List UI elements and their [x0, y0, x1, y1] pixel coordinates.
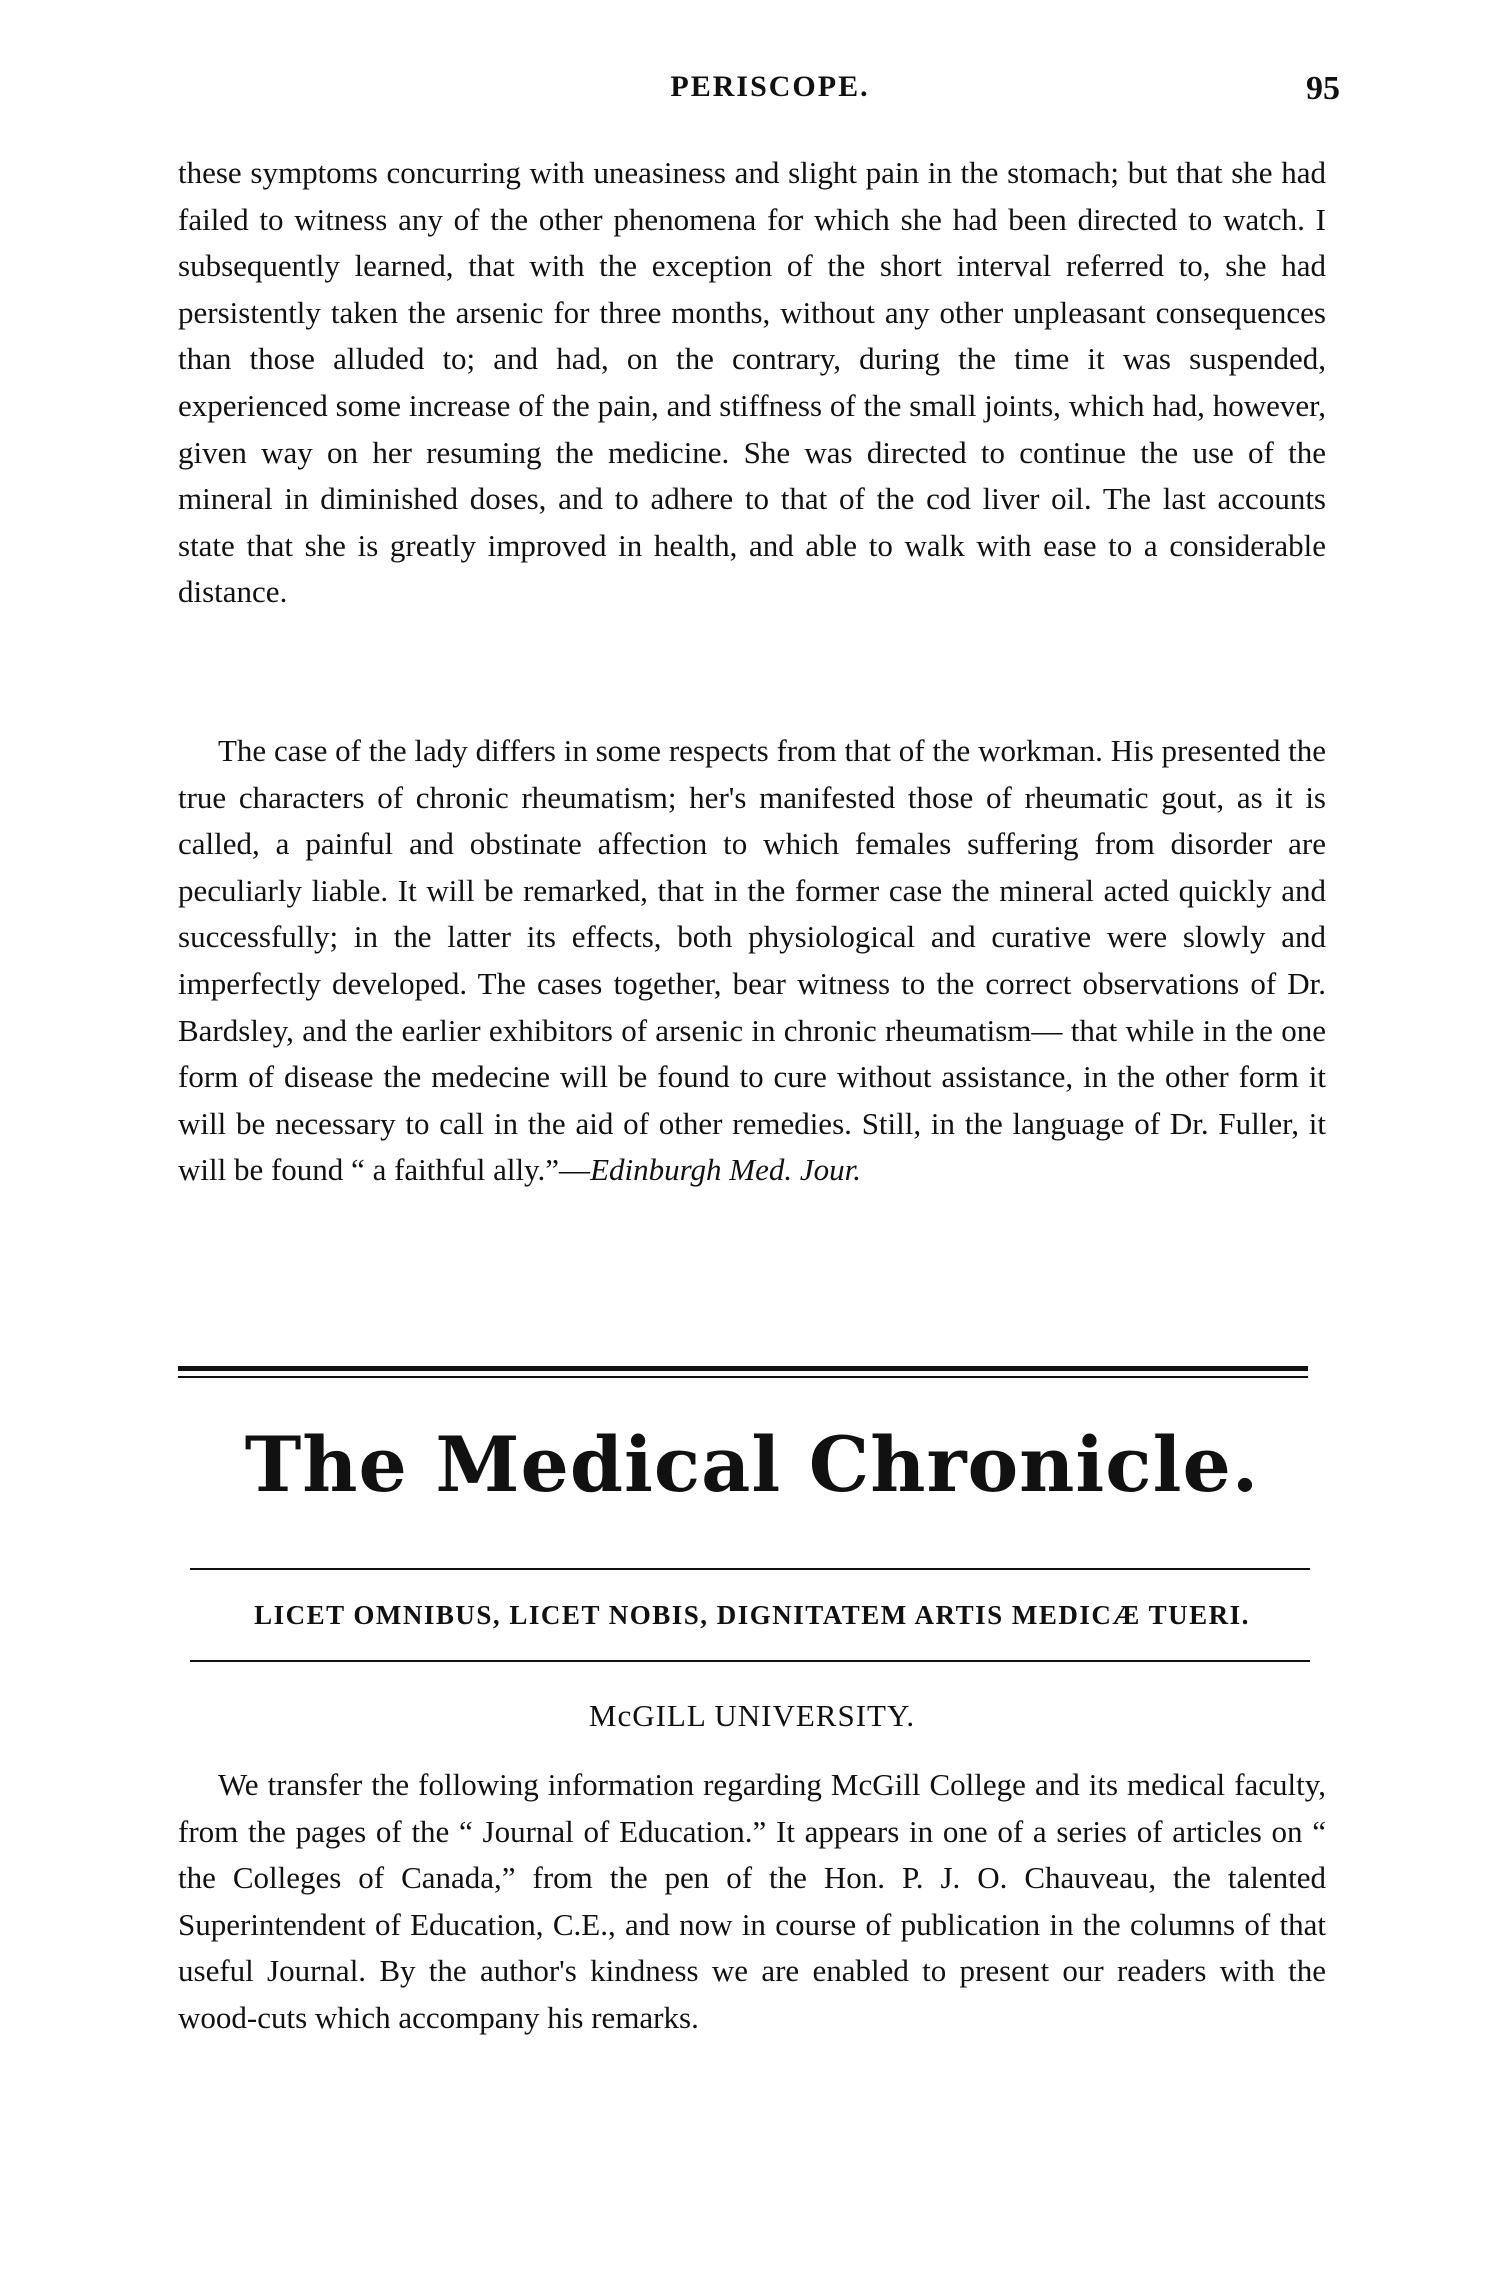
section-divider-thin	[178, 1376, 1308, 1378]
section-body	[178, 1762, 1326, 2042]
article-continuation	[178, 150, 1326, 616]
article-paragraph	[178, 728, 1326, 1194]
page-header	[180, 70, 1340, 110]
running-head: PERISCOPE.	[670, 70, 870, 103]
article-conclusion	[178, 728, 1326, 1194]
page-number: 95	[1306, 70, 1340, 107]
masthead-rule-top	[190, 1568, 1310, 1570]
section-heading: McGILL UNIVERSITY.	[588, 1698, 916, 1733]
masthead-rule-bottom	[190, 1660, 1310, 1662]
article-paragraph: these symptoms concurring with uneasiness and slight pain in the stomach; but that she had failed to witness any of the other phenomena for which she had been directed to watch. I subsequently learned, that with the exception of the short interval referred to, she had persistently taken the arsenic for three months, without any other unpleasant consequences than those alluded to; and had, on the contrary, during the time it was suspended, experienced some increase of the pain, and stiffness of the small joints, which had, however, given way on her resuming the medicine. She was directed to continue the use of the mineral in diminished doses, and to adhere to that of the cod liver oil. The last accounts state that she is greatly improved in health, and able to walk with ease to a considerable distance.	[178, 155, 1326, 610]
masthead-motto: LICET OMNIBUS, LICET NOBIS, DIGNITATEM ARTIS MEDICÆ TUERI.	[254, 1600, 1250, 1630]
masthead-title: The Medical Chronicle.	[244, 1420, 1260, 1509]
section-divider-thick	[178, 1366, 1308, 1371]
citation: Edinburgh Med. Jour.	[590, 1152, 861, 1188]
article-paragraph-text: The case of the lady differs in some respects from that of the workman. His presented the true characters of chronic rheumatism; her's manifested those of rheumatic gout, as it is called, a painful and obstinate affection to which females suffering from disorder are peculiarly liable. It will be remarked, that in the former case the mineral acted quickly and successfully; in the latter its effects, both physiological and curative were slowly and imperfectly developed. The cases together, bear witness to the correct observations of Dr. Bardsley, and the earlier exhibitors of arsenic in chronic rheumatism— that while in the one form of disease the medecine will be found to cure without assistance, in the other form it will be necessary to call in the aid of other remedies. Still, in the language of Dr. Fuller, it will be found “ a faithful ally.”—	[178, 733, 1326, 1188]
section-paragraph: We transfer the following information regarding McGill College and its medical faculty, from the pages of the “ Journal of Education.” It appears in one of a series of articles on “ the Colleges of Canada,” from the pen of the Hon. P. J. O. Chauveau, the talented Superintendent of Education, C.E., and now in course of publication in the columns of that useful Journal. By the author's kindness we are enabled to present our readers with the wood-cuts which accompany his remarks.	[178, 1767, 1326, 2035]
